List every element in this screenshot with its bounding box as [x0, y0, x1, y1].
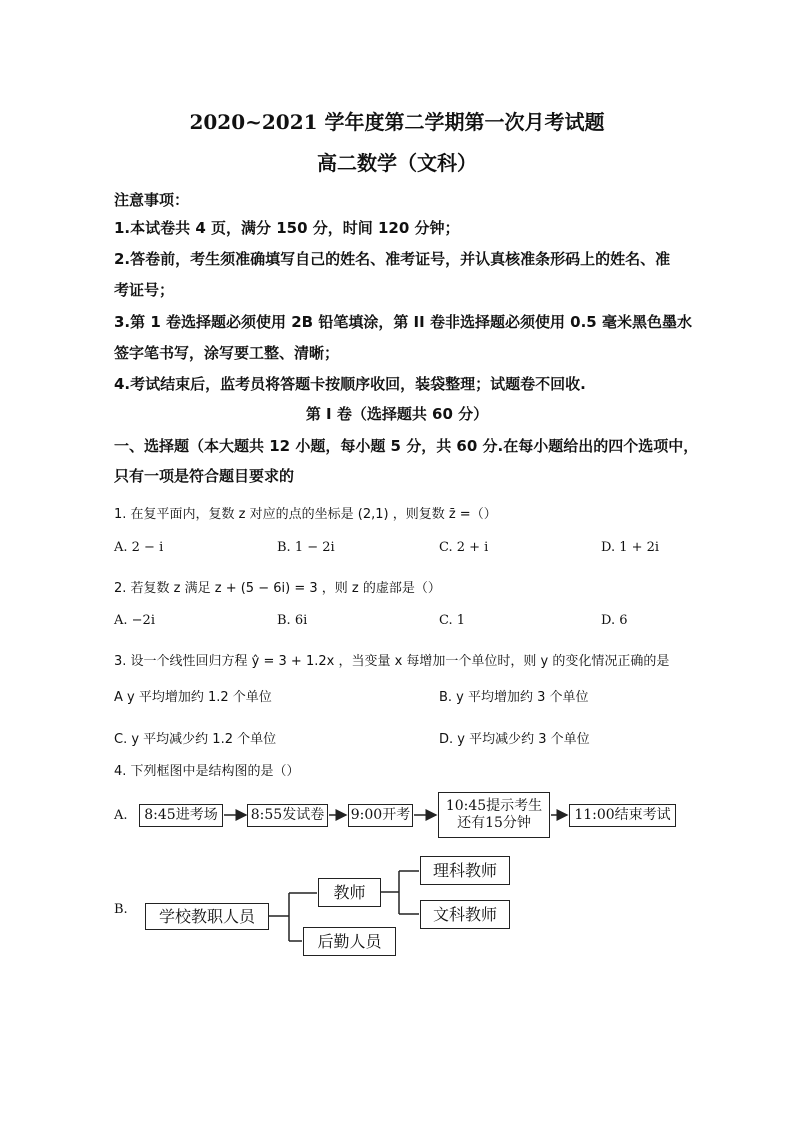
tree-b-root: 学校教职人员 [145, 903, 269, 930]
question-4-option-b-label: B. [114, 902, 128, 917]
question-3-stem: 3. 设一个线性回归方程 ŷ = 3 + 1.2x ，当变量 x 每增加一个单位时，则 y 的变化情况正确的是 [114, 654, 670, 669]
section-intro-b: 只有一项是符合题目要求的 [114, 467, 295, 485]
flow-a-box-4 [438, 792, 550, 838]
notice-heading: 注意事项： [114, 191, 190, 209]
flow-a-box-4-line-1: 10:45提示考生 [445, 798, 543, 814]
exam-subtitle: 高二数学（文科） [317, 151, 477, 175]
flow-a-box-5: 11:00结束考试 [569, 804, 676, 827]
section-intro-a: 一、选择题（本大题共 12 小题，每小题 5 分，共 60 分.在每小题给出的四个选项中， [114, 437, 699, 455]
tree-b-science-teachers: 理科教师 [420, 856, 510, 885]
question-3-option-c: C. y 平均减少约 1.2 个单位 [114, 732, 277, 747]
flow-a-box-2: 8:55发试卷 [247, 804, 328, 827]
notice-line-3b: 签字笔书写，涂写要工整、清晰； [114, 344, 340, 362]
question-2-option-d: D. 6 [601, 613, 628, 628]
notice-line-2b: 考证号； [114, 281, 175, 299]
flow-a-box-3: 9:00开考 [348, 804, 413, 827]
question-2-option-b: B. 6i [277, 613, 308, 628]
notice-line-2a: 2.答卷前，考生须准确填写自己的姓名、准考证号，并认真核准条形码上的姓名、准 [114, 250, 671, 268]
flow-a-box-4-line-2: 还有15分钟 [457, 815, 531, 831]
question-1-option-b: B. 1 − 2i [277, 540, 335, 555]
question-3-option-b: B. y 平均增加约 3 个单位 [439, 690, 589, 705]
question-1-option-d: D. 1 + 2i [601, 540, 660, 555]
exam-title: 2020~2021 学年度第二学期第一次月考试题 [189, 110, 605, 134]
flow-a-box-1: 8:45进考场 [139, 804, 223, 827]
notice-line-4: 4.考试结束后，监考员将答题卡按顺序收回，装袋整理；试题卷不回收. [114, 375, 586, 393]
question-4-stem: 4. 下列框图中是结构图的是（） [114, 764, 300, 779]
question-1-stem: 1. 在复平面内，复数 z 对应的点的坐标是 (2,1) ，则复数 z̄ =（） [114, 507, 497, 522]
question-4-option-a-label: A. [114, 808, 128, 823]
question-1-option-a: A. 2 − i [114, 540, 164, 555]
question-1-option-c: C. 2 + i [439, 540, 489, 555]
question-2-option-a: A. −2i [114, 613, 155, 628]
question-3-option-a: A y 平均增加约 1.2 个单位 [114, 690, 272, 705]
notice-line-1: 1.本试卷共 4 页，满分 150 分，时间 120 分钟； [114, 219, 460, 237]
tree-b-teachers: 教师 [318, 878, 381, 907]
tree-b-arts-teachers: 文科教师 [420, 900, 510, 929]
section-title: 第 I 卷（选择题共 60 分） [305, 405, 489, 423]
question-2-stem: 2. 若复数 z 满足 z + (5 − 6i) = 3 ，则 z 的虚部是（） [114, 581, 441, 596]
notice-line-3a: 3.第 1 卷选择题必须使用 2B 铅笔填涂，第 II 卷非选择题必须使用 0.5 毫米黑色墨水 [114, 313, 692, 331]
question-2-option-c: C. 1 [439, 613, 466, 628]
question-3-option-d: D. y 平均减少约 3 个单位 [439, 732, 590, 747]
tree-b-support-staff: 后勤人员 [303, 927, 396, 956]
